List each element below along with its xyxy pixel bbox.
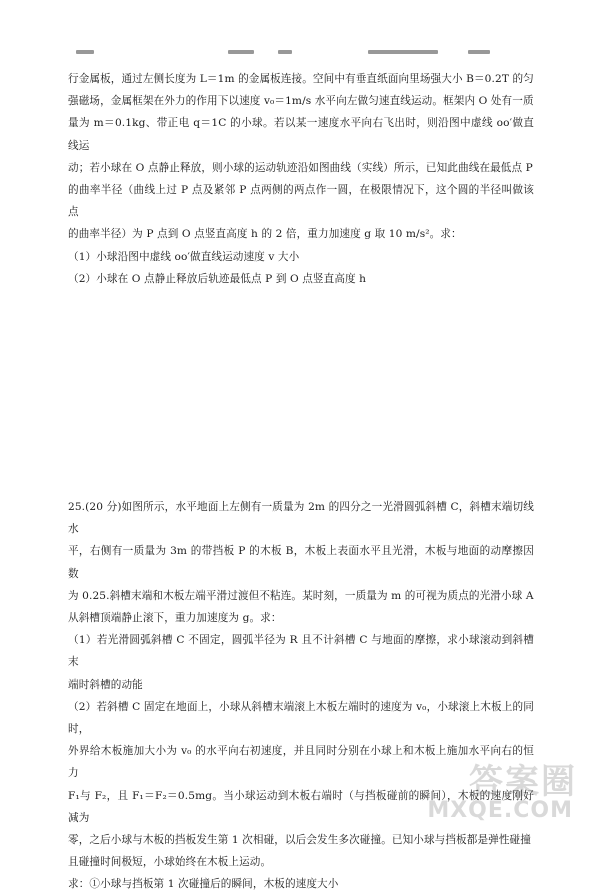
problem-24	[68, 68, 534, 290]
problem-24-question-1: （1）小球沿图中虚线 oo′做直线运动速度 v 大小	[68, 250, 300, 263]
problem-25-line: 25.(20 分)如图所示，水平地面上左侧有一质量为 2m 的四分之一光滑圆弧斜槽 C，斜槽末端切线水	[68, 501, 534, 536]
problem-24-line: 量为 m＝0.1kg、带正电 q＝1C 的小球。若以某一速度水平向右飞出时，则沿图中虚线 oo′做直线运	[68, 117, 534, 152]
problem-25-question-2-line: （2）若斜槽 C 固定在地面上，小球从斜槽末端滚上木板左端时的速度为 v₀，小球滚上木板上的同时，	[68, 700, 534, 736]
problem-25-question-2-line: F₁与 F₂，且 F₁＝F₂＝0.5mg。当小球运动到木板右端时（与挡板碰前的瞬间），木板的速度刚好减为	[68, 789, 534, 824]
problem-25-line: 平，右侧有一质量为 3m 的带挡板 P 的木板 B，木板上表面水平且光滑，木板与地面的动摩擦因数	[68, 545, 534, 580]
problem-25	[68, 496, 534, 896]
problem-24-line: 的曲率半径（曲线上过 P 点及紧邻 P 点两侧的两点作一圆，在极限情况下，这个圆的半径叫做该点	[68, 184, 534, 219]
problem-25-question-2-line: 且碰撞时间极短，小球始终在木板上运动。	[68, 856, 272, 869]
problem-25-line: 从斜槽顶端静止滚下，重力加速度为 g。求：	[68, 612, 282, 625]
cropped-top-line	[68, 50, 538, 58]
watermark	[427, 754, 581, 834]
problem-25-ask: 求：①小球与挡板第 1 次碰撞后的瞬间，木板的速度大小	[68, 878, 339, 891]
problem-25-question-1-line: 端时斜槽的动能	[68, 678, 143, 691]
problem-24-line: 强磁场，金属框架在外力的作用下以速度 v₀＝1m/s 水平向左做匀速直线运动。框架内 O 处有一质	[68, 95, 534, 108]
problem-24-line: 的曲率半径）为 P 点到 O 点竖直高度 h 的 2 倍，重力加速度 g 取 10 m/s²。求：	[68, 228, 462, 241]
problem-25-question-1-line: （1）若光滑圆弧斜槽 C 不固定，圆弧半径为 R 且不计斜槽 C 与地面的摩擦，求小球滚动到斜槽末	[68, 634, 534, 669]
problem-24-line: 动；若小球在 O 点静止释放，则小球的运动轨迹沿如图曲线（实线）所示，已知此曲线在最低点 P	[68, 161, 533, 174]
problem-25-question-2-line: 外界给木板施加大小为 v₀ 的水平向右初速度，并且同时分别在小球上和木板上施加水平向右的恒力	[68, 745, 534, 780]
problem-25-question-2-line: 零，之后小球与木板的挡板发生第 1 次相碰，以后会发生多次碰撞。已知小球与挡板都是弹性碰撞	[68, 834, 531, 847]
problem-24-line: 行金属板，通过左侧长度为 L＝1m 的金属板连接。空间中有垂直纸面向里场强大小 B＝0.2T 的匀	[68, 73, 534, 85]
watermark-logo: 答案圈	[469, 762, 577, 802]
watermark-url: MXQE.COM	[427, 798, 573, 823]
problem-24-question-2: （2）小球在 O 点静止释放后轨迹最低点 P 到 O 点竖直高度 h	[68, 272, 367, 285]
problem-25-line: 为 0.25.斜槽末端和木板左端平滑过渡但不粘连。某时刻，一质量为 m 的可视为质点的光滑小球 A	[68, 589, 534, 602]
